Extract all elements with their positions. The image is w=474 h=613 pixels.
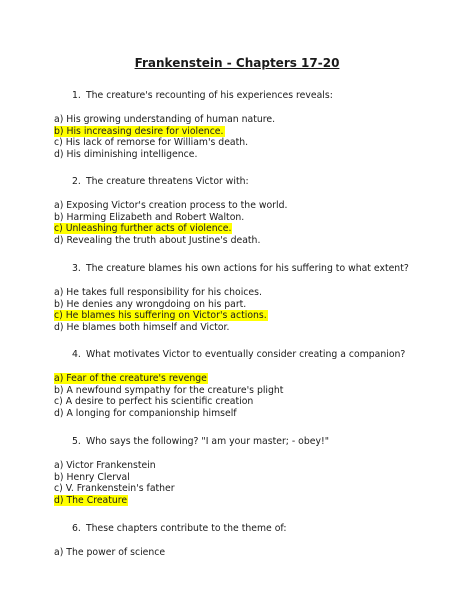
answer-option: a) His growing understanding of human nature. xyxy=(54,114,276,125)
answer-option: d) Revealing the truth about Justine's death. xyxy=(54,234,261,246)
answer-option: c) His lack of remorse for William's death. xyxy=(54,137,249,149)
question-prompt: These chapters contribute to the theme of: xyxy=(85,523,287,534)
answer-option-highlighted: b) His increasing desire for violence. xyxy=(54,125,224,137)
option-list xyxy=(54,460,176,506)
option-list xyxy=(54,287,268,333)
question-number: 6. xyxy=(72,523,81,534)
answer-option: d) His diminishing intelligence. xyxy=(54,148,198,160)
answer-option: d) He blames both himself and Victor. xyxy=(54,321,230,333)
option-list xyxy=(54,547,166,559)
answer-option: b) He denies any wrongdoing on his part. xyxy=(54,298,247,310)
answer-option-highlighted: c) He blames his suffering on Victor's actions. xyxy=(54,310,267,322)
answer-option: b) Henry Clerval xyxy=(54,471,130,483)
question-number: 2. xyxy=(72,176,81,187)
answer-option: a) The power of science xyxy=(54,547,166,558)
answer-option: a) Exposing Victor's creation process to the world. xyxy=(54,200,288,211)
answer-option-highlighted: a) Fear of the creature's revenge xyxy=(54,373,207,384)
question-text xyxy=(72,523,286,535)
answer-option: a) He takes full responsibility for his choices. xyxy=(54,287,262,298)
question-number: 1. xyxy=(72,90,81,101)
question-text xyxy=(72,436,329,448)
option-list xyxy=(54,200,288,246)
question-prompt: The creature's recounting of his experiences reveals: xyxy=(85,90,333,101)
option-list xyxy=(54,373,284,419)
question-prompt: The creature blames his own actions for his suffering to what extent? xyxy=(85,263,409,274)
question-text xyxy=(72,349,405,361)
question-prompt: Who says the following? "I am your master; - obey!" xyxy=(85,436,329,447)
answer-option: b) Harming Elizabeth and Robert Walton. xyxy=(54,211,245,223)
answer-option: b) A newfound sympathy for the creature's plight xyxy=(54,384,284,396)
question-text xyxy=(72,90,333,102)
answer-option-highlighted: c) Unleashing further acts of violence. xyxy=(54,223,232,235)
question-number: 5. xyxy=(72,436,81,447)
question-prompt: What motivates Victor to eventually consider creating a companion? xyxy=(85,349,406,360)
answer-option: c) A desire to perfect his scientific creation xyxy=(54,396,254,408)
answer-option: d) A longing for companionship himself xyxy=(54,407,237,419)
question-text xyxy=(72,263,409,275)
question-prompt: The creature threatens Victor with: xyxy=(85,176,249,187)
answer-option-highlighted: d) The Creature xyxy=(54,494,128,506)
document-title: Frankenstein - Chapters 17-20 xyxy=(134,56,340,70)
question-number: 4. xyxy=(72,349,81,360)
answer-option: c) V. Frankenstein's father xyxy=(54,483,175,495)
question-number: 3. xyxy=(72,263,81,274)
question-text xyxy=(72,176,249,188)
answer-option: a) Victor Frankenstein xyxy=(54,460,156,471)
option-list xyxy=(54,114,276,160)
